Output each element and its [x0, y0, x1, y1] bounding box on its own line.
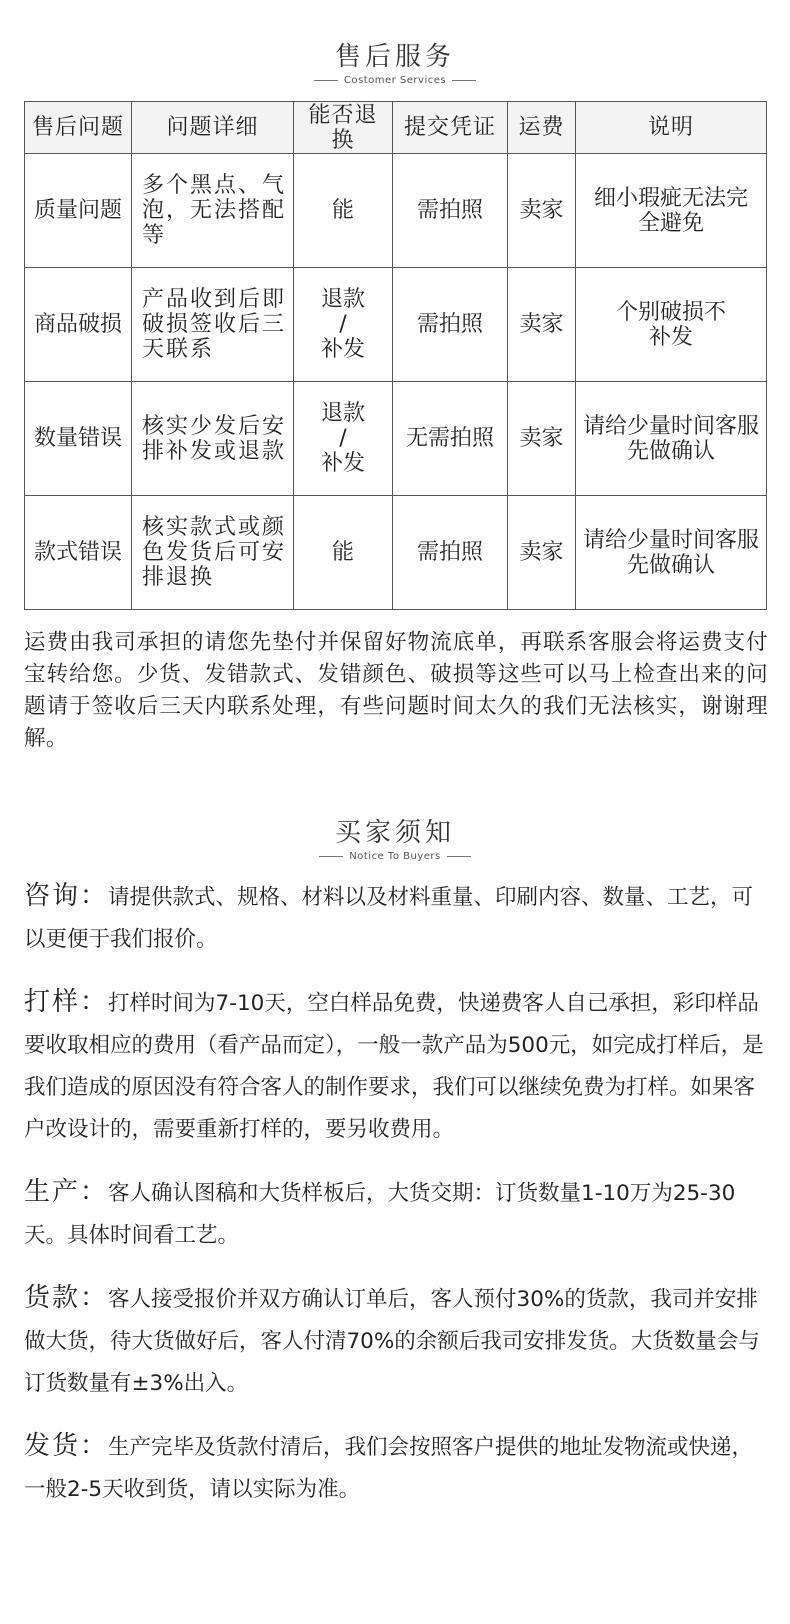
column-header: 运费	[508, 102, 576, 154]
issue-cell: 商品破损	[25, 268, 132, 382]
column-header: 说明	[576, 102, 767, 154]
notice-label: 发货	[24, 1431, 81, 1461]
divider	[447, 856, 471, 857]
return-cell	[294, 268, 393, 382]
after-sales-subtitle: Costomer Services	[343, 75, 447, 86]
divider	[319, 856, 343, 857]
issue-cell: 数量错误	[25, 382, 132, 496]
detail-cell: 核实款式或颜色发货后可安排退换	[132, 496, 294, 610]
divider	[452, 80, 476, 81]
freight-cell: 卖家	[508, 154, 576, 268]
column-header: 问题详细	[132, 102, 294, 154]
notice-text: 打样时间为7-10天，空白样品免费，快递费客人自己承担，彩印样品要收取相应的费用（看产品而定），一般一款产品为500元，如完成打样后，是我们造成的原因没有符合客人的制作要求，我们可以继续免费为打样。如果客户改设计的，需要重新打样的，要另收费用。	[24, 991, 764, 1142]
column-header: 提交凭证	[393, 102, 508, 154]
notice-item-payment	[24, 1277, 768, 1405]
notice-item-shipping	[24, 1425, 768, 1511]
buyer-notice-title-block	[0, 812, 790, 862]
note-cell: 请给少量时间客服先做确认	[576, 496, 767, 610]
return-option: 退款	[320, 287, 365, 312]
table-row	[25, 496, 767, 610]
notice-item-sample	[24, 981, 768, 1151]
notice-label: 咨询	[24, 881, 81, 911]
notice-text: 生产完毕及货款付清后，我们会按照客户提供的地址发物流或快递，一般2-5天收到货，请以实际为准。	[24, 1435, 754, 1502]
notice-separator: ：	[80, 1177, 109, 1207]
after-sales-footnote: 运费由我司承担的请您先垫付并保留好物流底单，再联系客服会将运费支付宝转给您。少货、发错款式、发错颜色、破损等这些可以马上检查出来的问题请于签收后三天内联系处理，有些问题时间太久的我们无法核实，谢谢理解。	[24, 630, 768, 751]
buyer-notice-list	[24, 875, 768, 1511]
after-sales-table	[24, 101, 767, 610]
notice-item-consult	[24, 875, 768, 961]
proof-cell: 需拍照	[393, 268, 508, 382]
issue-cell: 款式错误	[25, 496, 132, 610]
return-cell: 能	[294, 496, 393, 610]
notice-item-production	[24, 1171, 768, 1257]
notice-text: 客人接受报价并双方确认订单后，客人预付30%的货款，我司并安排做大货，待大货做好后，客人付清70%的余额后我司安排发货。大货数量会与订货数量有±3%出入。	[24, 1287, 760, 1396]
return-option: 退款	[320, 401, 365, 426]
return-separator: /	[339, 426, 347, 451]
freight-cell: 卖家	[508, 496, 576, 610]
note-cell: 请给少量时间客服先做确认	[576, 382, 767, 496]
column-header: 能否退换	[294, 102, 393, 154]
detail-cell: 多个黑点、气泡，无法搭配等	[132, 154, 294, 268]
detail-cell: 产品收到后即破损签收后三天联系	[132, 268, 294, 382]
note-cell: 细小瑕疵无法完全避免	[576, 154, 767, 268]
notice-label: 打样	[24, 987, 81, 1017]
divider	[314, 80, 338, 81]
table-row	[25, 268, 767, 382]
proof-cell: 需拍照	[393, 496, 508, 610]
notice-separator: ：	[80, 1431, 109, 1461]
notice-label: 生产	[24, 1177, 81, 1207]
return-option: 补发	[320, 337, 365, 362]
note-cell: 个别破损不补发	[576, 268, 767, 382]
detail-cell: 核实少发后安排补发或退款	[132, 382, 294, 496]
notice-separator: ：	[80, 881, 109, 911]
notice-separator: ：	[80, 1283, 109, 1313]
buyer-notice-subtitle-row	[0, 851, 790, 862]
after-sales-subtitle-row	[0, 75, 790, 86]
proof-cell: 无需拍照	[393, 382, 508, 496]
issue-cell: 质量问题	[25, 154, 132, 268]
buyer-notice-subtitle: Notice To Buyers	[349, 851, 441, 862]
after-sales-title: 售后服务	[334, 42, 455, 72]
return-separator: /	[339, 312, 347, 337]
freight-cell: 卖家	[508, 268, 576, 382]
table-row	[25, 382, 767, 496]
return-cell	[294, 382, 393, 496]
table-header-row	[25, 102, 767, 154]
notice-text: 客人确认图稿和大货样板后，大货交期：订货数量1-10万为25-30天。具体时间看工艺。	[24, 1181, 736, 1248]
notice-separator: ：	[80, 987, 109, 1017]
freight-cell: 卖家	[508, 382, 576, 496]
proof-cell: 需拍照	[393, 154, 508, 268]
notice-label: 货款	[24, 1283, 81, 1313]
return-cell: 能	[294, 154, 393, 268]
return-option: 补发	[320, 451, 365, 476]
table-row	[25, 154, 767, 268]
buyer-notice-title: 买家须知	[334, 818, 455, 848]
after-sales-title-block	[0, 36, 790, 86]
notice-text: 请提供款式、规格、材料以及材料重量、印刷内容、数量、工艺，可以更便于我们报价。	[24, 885, 754, 952]
column-header: 售后问题	[25, 102, 132, 154]
